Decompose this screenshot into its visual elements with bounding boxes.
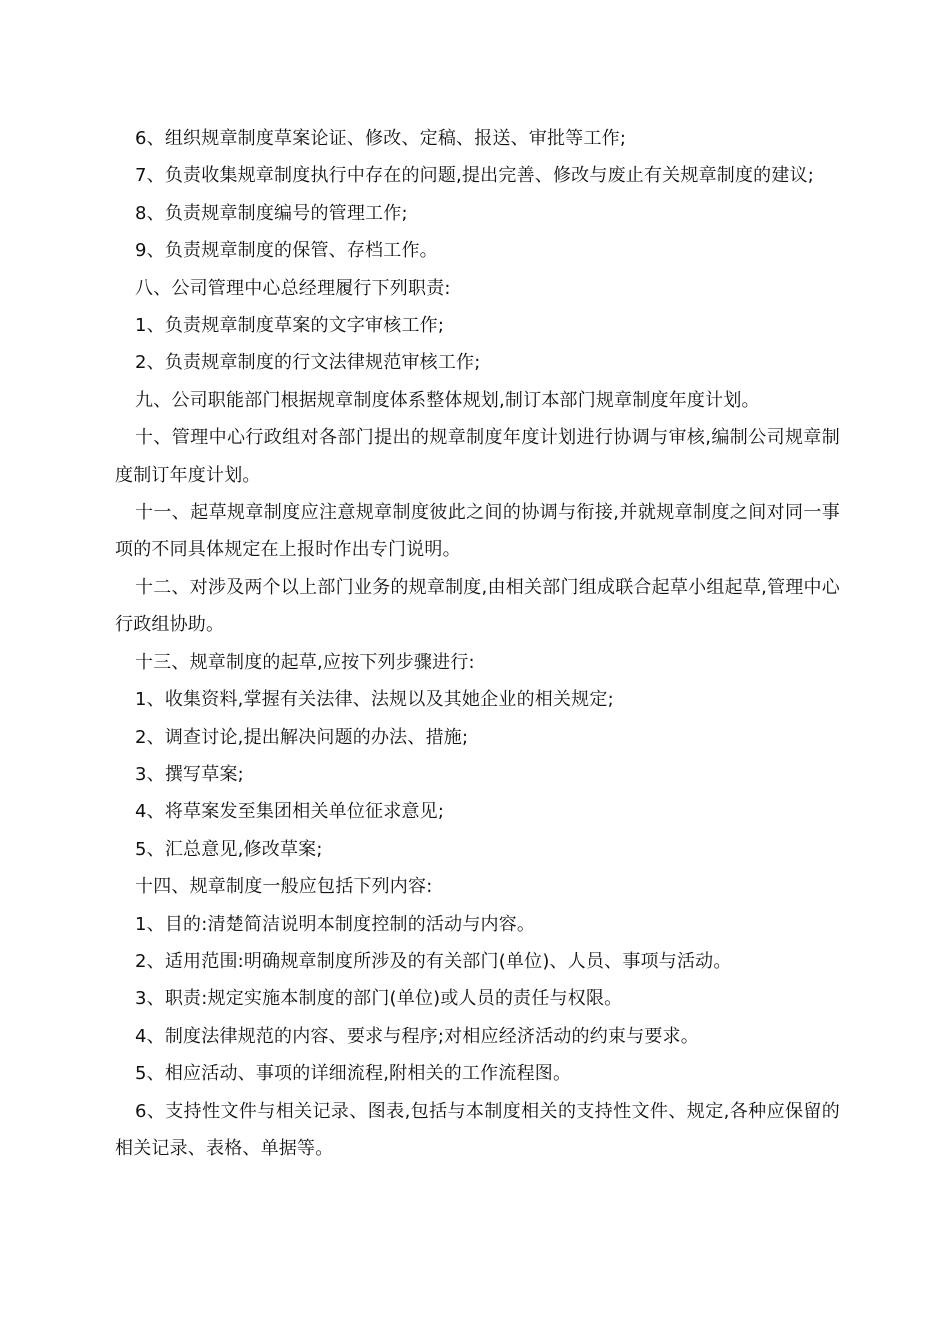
- paragraph: 5、相应活动、事项的详细流程,附相关的工作流程图。: [135, 1063, 572, 1085]
- section-paragraph: 十、管理中心行政组对各部门提出的规章制度年度计划进行协调与审核,编制公司规章制度制订年度计划。: [115, 427, 840, 486]
- paragraph: 1、收集资料,掌握有关法律、法规以及其她企业的相关规定;: [135, 689, 614, 711]
- paragraph: 4、制度法律规范的内容、要求与程序;对相应经济活动的约束与要求。: [135, 1025, 699, 1047]
- paragraph: 6、组织规章制度草案论证、修改、定稿、报送、审批等工作;: [135, 128, 627, 149]
- section-heading: 八、公司管理中心总经理履行下列职责:: [135, 277, 451, 299]
- section-heading: 十四、规章制度一般应包括下列内容:: [135, 876, 433, 898]
- section-heading: 十三、规章制度的起草,应按下列步骤进行:: [135, 651, 475, 673]
- paragraph: 1、负责规章制度草案的文字审核工作;: [135, 315, 445, 337]
- paragraph: 2、调查讨论,提出解决问题的办法、措施;: [135, 726, 469, 748]
- paragraph: 7、负责收集规章制度执行中存在的问题,提出完善、修改与废止有关规章制度的建议;: [135, 165, 815, 187]
- document-body: [115, 120, 840, 1167]
- paragraph: 4、将草案发至集团相关单位征求意见;: [135, 801, 445, 823]
- paragraph: 1、目的:清楚简洁说明本制度控制的活动与内容。: [135, 913, 536, 935]
- section-paragraph: 十一、起草规章制度应注意规章制度彼此之间的协调与衔接,并就规章制度之间对同一事项的不同具体规定在上报时作出专门说明。: [115, 502, 840, 561]
- paragraph: 3、职责:规定实施本制度的部门(单位)或人员的责任与权限。: [135, 988, 623, 1010]
- section-paragraph: 十二、对涉及两个以上部门业务的规章制度,由相关部门组成联合起草小组起草,管理中心行政组协助。: [115, 576, 840, 636]
- paragraph: 6、支持性文件与相关记录、图表,包括与本制度相关的支持性文件、规定,各种应保留的相关记录、表格、单据等。: [115, 1100, 840, 1159]
- section-paragraph: 九、公司职能部门根据规章制度体系整体规划,制订本部门规章制度年度计划。: [135, 389, 760, 411]
- paragraph: 5、汇总意见,修改草案;: [135, 838, 323, 860]
- paragraph: 2、负责规章制度的行文法律规范审核工作;: [135, 352, 481, 374]
- paragraph: 2、适用范围:明确规章制度所涉及的有关部门(单位)、人员、事项与活动。: [135, 950, 732, 972]
- paragraph: 9、负责规章制度的保管、存档工作。: [135, 240, 438, 262]
- paragraph: 8、负责规章制度编号的管理工作;: [135, 202, 408, 224]
- paragraph: 3、撰写草案;: [135, 763, 244, 785]
